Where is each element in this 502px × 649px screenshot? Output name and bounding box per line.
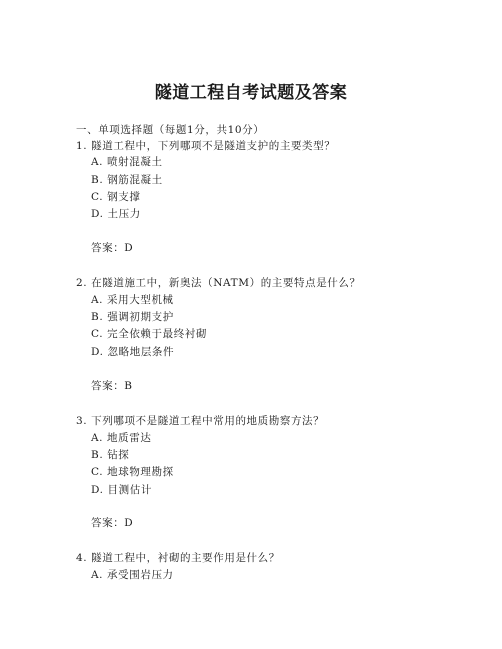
question-2-option-b: B. 强调初期支护 (91, 311, 174, 323)
section-heading: 一、单项选择题（每题1分，共10分） (76, 124, 265, 136)
question-1-option-b: B. 钢筋混凝土 (91, 174, 163, 186)
question-1-option-a: A. 喷射混凝土 (91, 156, 163, 168)
question-2-option-a: A. 采用大型机械 (91, 294, 174, 306)
question-3-option-d: D. 目测估计 (91, 484, 152, 496)
question-4-text: 4. 隧道工程中，衬砌的主要作用是什么？ (76, 552, 280, 564)
question-2-option-d: D. 忽略地层条件 (91, 346, 175, 358)
question-1-option-d: D. 土压力 (91, 208, 141, 220)
question-2-text: 2. 在隧道施工中，新奥法（NATM）的主要特点是什么？ (76, 277, 361, 289)
question-2-answer: 答案：B (91, 380, 133, 392)
question-3-option-c: C. 地球物理勘探 (91, 466, 174, 478)
question-4-option-a: A. 承受围岩压力 (91, 569, 174, 581)
question-1-answer: 答案：D (91, 242, 134, 254)
question-1-option-c: C. 钢支撑 (91, 191, 141, 203)
question-1-text: 1. 隧道工程中，下列哪项不是隧道支护的主要类型？ (76, 140, 336, 152)
question-3-answer: 答案：D (91, 517, 134, 529)
question-3-text: 3. 下列哪项不是隧道工程中常用的地质勘察方法？ (76, 415, 325, 427)
question-3-option-a: A. 地质雷达 (91, 432, 152, 444)
question-2-option-c: C. 完全依赖于最终衬砌 (91, 328, 208, 340)
document-title: 隧道工程自考试题及答案 (154, 83, 348, 103)
question-3-option-b: B. 钻探 (91, 449, 130, 461)
